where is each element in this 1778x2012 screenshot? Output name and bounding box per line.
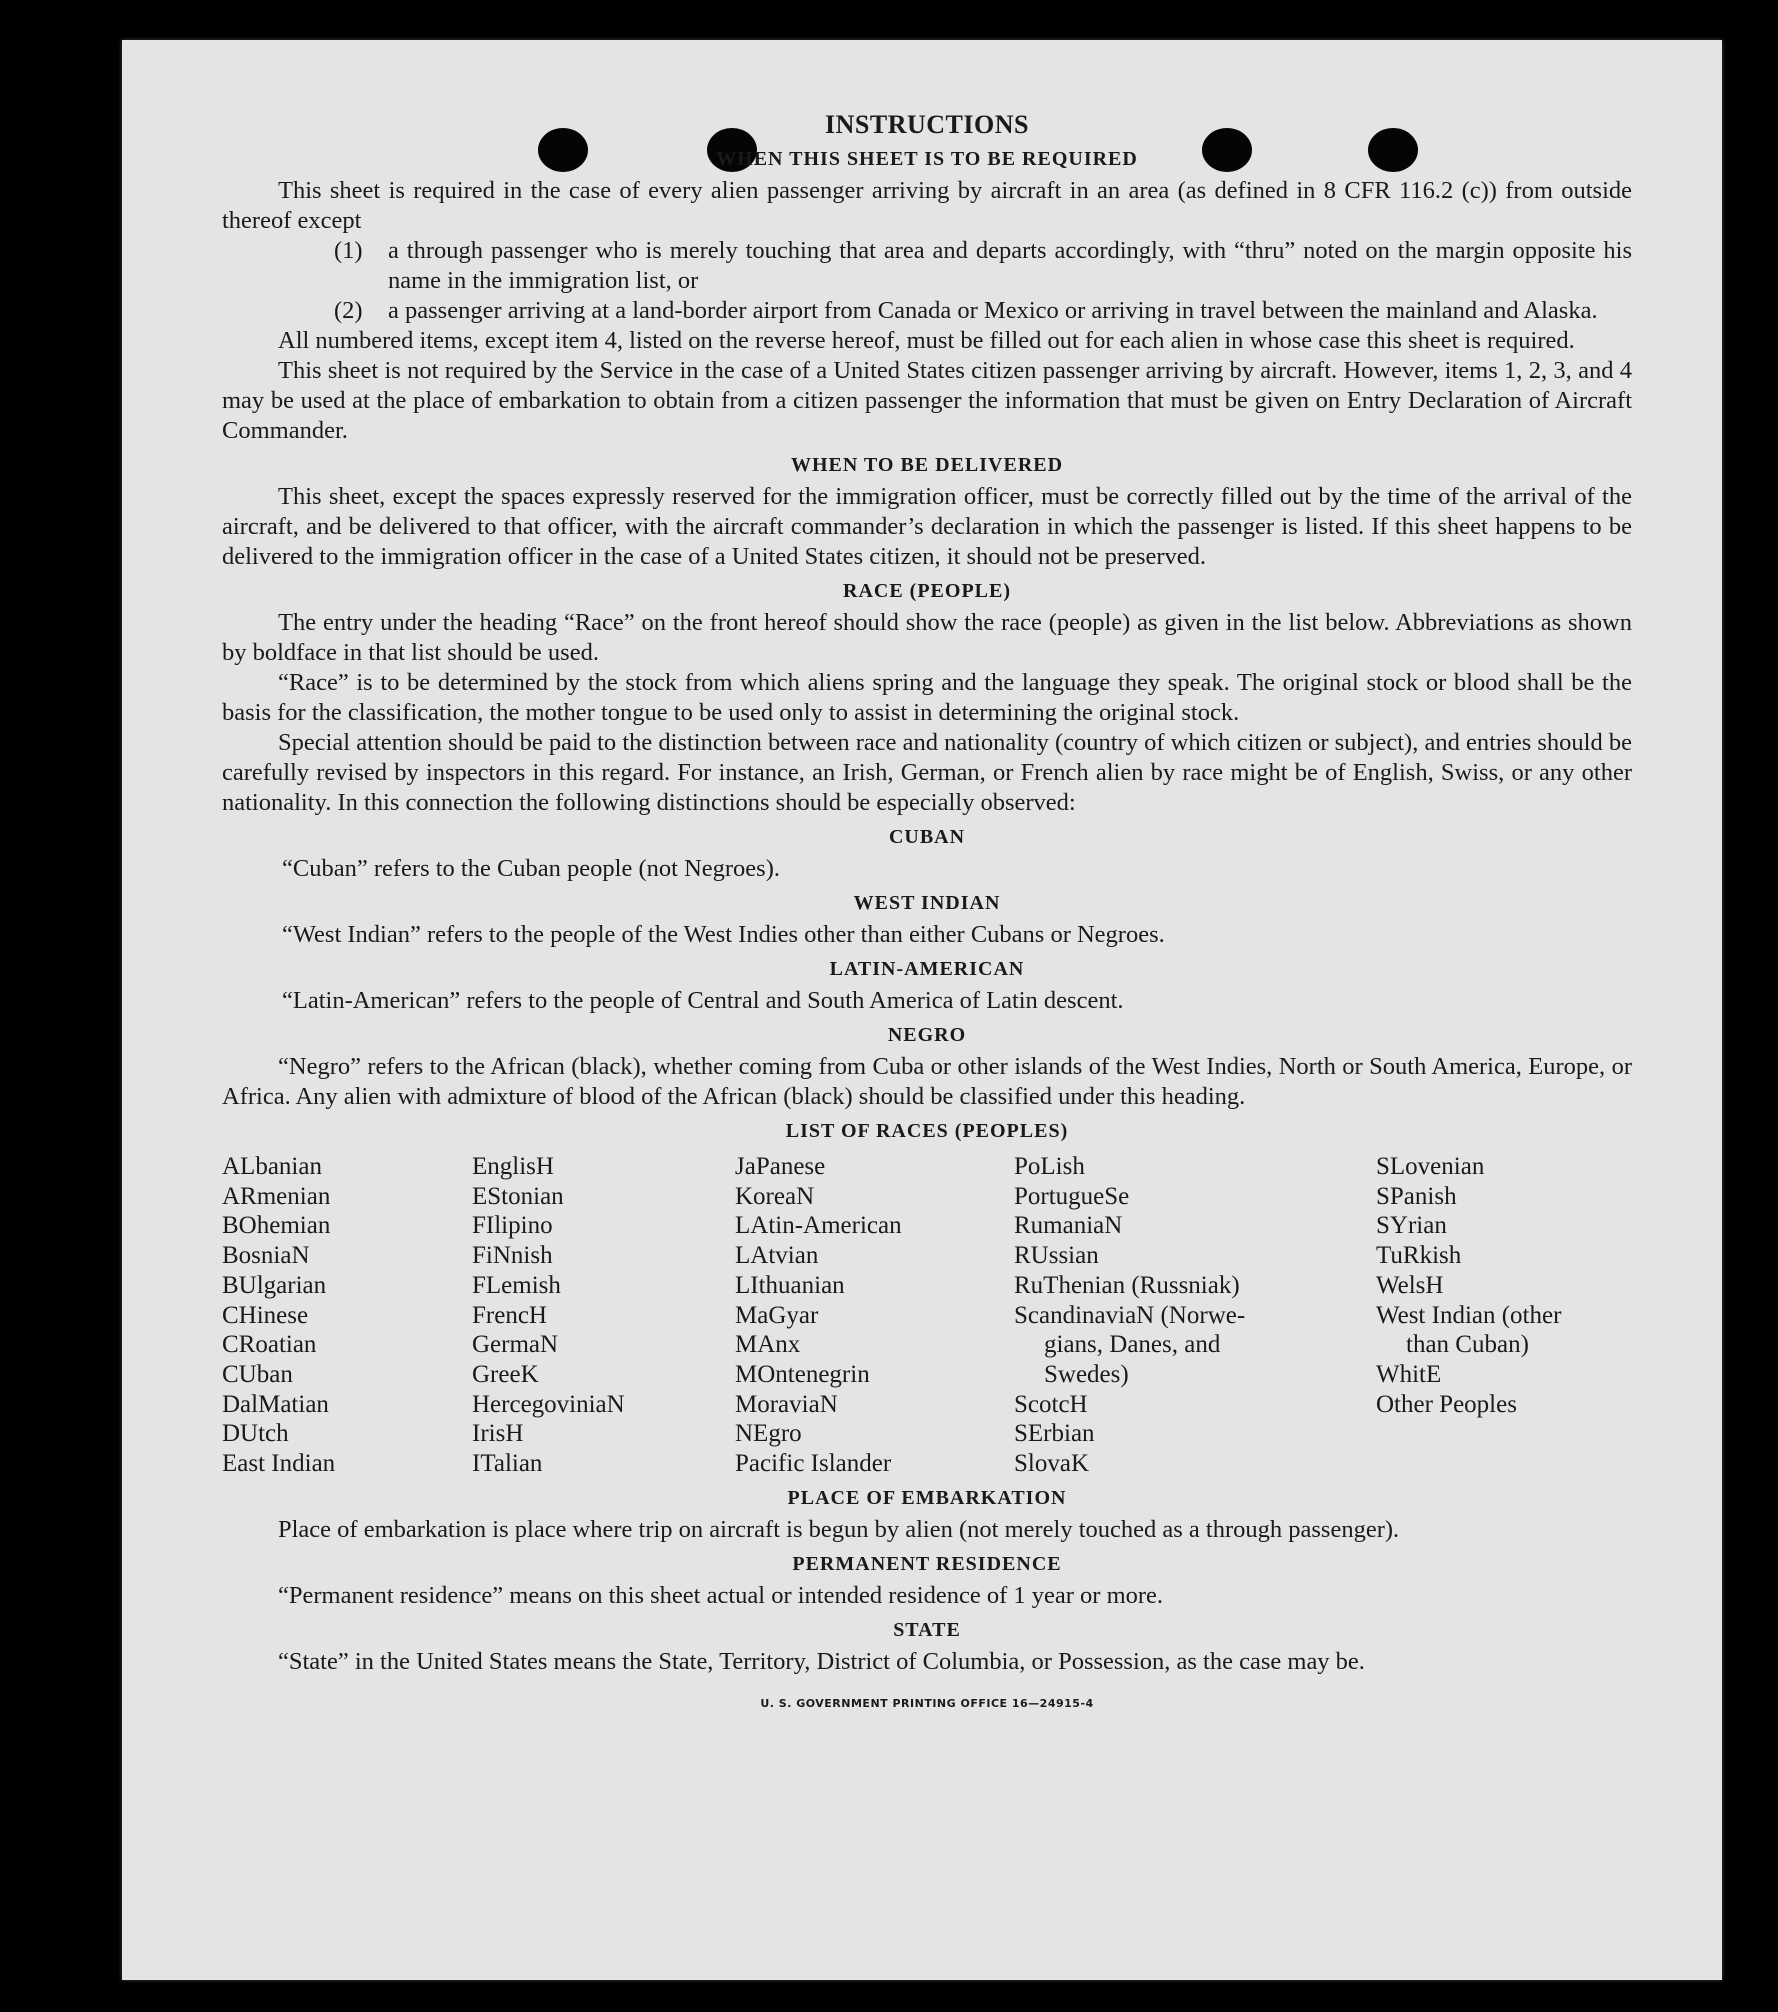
paragraph: “Latin-American” refers to the people of Central and South America of Latin descent. xyxy=(282,987,1124,1014)
item-text: a passenger arriving at a land-border airport from Canada or Mexico or arriving in travel between the mainland and Alaska. xyxy=(388,297,1598,324)
race-entry: SErbian xyxy=(1014,1420,1095,1448)
race-entry: PoLish xyxy=(1014,1153,1085,1180)
section-heading: RACE (PEOPLE) xyxy=(843,580,1011,602)
paragraph: “West Indian” refers to the people of the West Indies other than either Cubans or Negroes. xyxy=(282,921,1165,948)
race-entry: Pacific Islander xyxy=(735,1450,892,1478)
race-entry: MaGyar xyxy=(735,1301,819,1329)
paragraph: The entry under the heading “Race” on the front hereof should show the race (people) as given in the list below. Abbreviations as shown by boldface in that list should be used. xyxy=(222,609,1632,666)
race-list xyxy=(222,1152,1632,1479)
race-entry: WhitE xyxy=(1376,1360,1442,1388)
race-entry: SPanish xyxy=(1376,1182,1457,1210)
race-column xyxy=(1376,1152,1626,1479)
race-entry: FIlipino xyxy=(472,1212,553,1240)
list-item xyxy=(334,236,1632,296)
race-entry: JaPanese xyxy=(735,1153,826,1180)
race-entry: West Indian (other xyxy=(1376,1301,1562,1329)
race-entry: ALbanian xyxy=(222,1153,322,1180)
race-entry: MOntenegrin xyxy=(735,1360,870,1388)
race-entry: FrencH xyxy=(472,1301,547,1329)
race-entry: ScandinaviaN (Norwe- xyxy=(1014,1301,1246,1329)
race-column xyxy=(472,1152,735,1479)
section-heading: STATE xyxy=(893,1618,961,1641)
race-entry: DUtch xyxy=(222,1420,289,1448)
race-entry: DalMatian xyxy=(222,1390,329,1418)
section-heading: LATIN-AMERICAN xyxy=(829,958,1025,980)
race-entry: HercegoviniaN xyxy=(472,1390,625,1418)
paragraph: Special attention should be paid to the distinction between race and nationality (country of which citizen or subject), and entries should be carefully revised by inspectors in this regard. For instance, an Irish, German, or French alien by race might be of English, Swiss, or any other nationality. In this connection the following distinctions should be especially observed: xyxy=(222,729,1632,816)
race-entry: FLemish xyxy=(472,1271,561,1299)
race-entry: CRoatian xyxy=(222,1331,317,1359)
paragraph: “Cuban” refers to the Cuban people (not Negroes). xyxy=(282,855,780,882)
paragraph: Place of embarkation is place where trip on aircraft is begun by alien (not merely touched as a through passenger). xyxy=(278,1515,1400,1543)
race-column xyxy=(222,1152,472,1479)
race-entry: BOhemian xyxy=(222,1212,331,1240)
race-entry: ScotcH xyxy=(1014,1390,1088,1418)
section-heading: WHEN TO BE DELIVERED xyxy=(790,454,1064,476)
paragraph: “Permanent residence” means on this sheet actual or intended residence of 1 year or more. xyxy=(278,1581,1164,1609)
race-entry: CUban xyxy=(222,1360,293,1388)
race-entry: ITalian xyxy=(472,1450,543,1478)
section-heading: LIST OF RACES (PEOPLES) xyxy=(785,1120,1069,1142)
race-entry: LAtin-American xyxy=(735,1212,902,1240)
paragraph: This sheet is not required by the Service in the case of a United States citizen passenger arriving by aircraft. However, items 1, 2, 3, and 4 may be used at the place of embarkation to obtain from a citizen passenger the information that must be given on Entry Declaration of Aircraft Commander. xyxy=(222,357,1632,444)
race-entry: East Indian xyxy=(222,1450,336,1478)
item-number: (1) xyxy=(334,237,363,264)
section-heading: WHEN THIS SHEET IS TO BE REQUIRED xyxy=(716,148,1138,170)
page-title: INSTRUCTIONS xyxy=(825,110,1029,139)
race-entry: BosniaN xyxy=(222,1242,310,1270)
section-heading: CUBAN xyxy=(888,826,966,848)
race-entry: MAnx xyxy=(735,1331,801,1359)
race-entry: LIthuanian xyxy=(735,1271,845,1299)
paragraph: This sheet, except the spaces expressly reserved for the immigration officer, must be correctly filled out by the time of the arrival of the aircraft, and be delivered to that officer, with the aircraft commander’s declaration in which the passenger is listed. If this sheet happens to be delivered to the immigration officer in the case of a United States citizen, it should not be preserved. xyxy=(222,483,1632,570)
race-entry: CHinese xyxy=(222,1301,309,1329)
printer-footer: U. S. GOVERNMENT PRINTING OFFICE 16—24915-4 xyxy=(760,1696,1094,1710)
race-entry: than Cuban) xyxy=(1406,1331,1529,1359)
paragraph: This sheet is required in the case of every alien passenger arriving by aircraft in an area (as defined in 8 CFR 116.2 (c)) from outside thereof except xyxy=(222,177,1632,234)
race-entry: RuThenian (Russniak) xyxy=(1014,1271,1240,1299)
item-text: a through passenger who is merely touching that area and departs accordingly, with “thru” noted on the margin opposite his name in the immigration list, or xyxy=(388,237,1632,294)
race-entry: MoraviaN xyxy=(735,1390,838,1418)
race-entry: NEgro xyxy=(735,1420,802,1448)
race-entry: WelsH xyxy=(1376,1271,1444,1299)
section-heading: NEGRO xyxy=(887,1024,967,1046)
race-entry: RUssian xyxy=(1014,1242,1099,1270)
race-entry: EStonian xyxy=(472,1182,564,1210)
race-entry: KoreaN xyxy=(735,1182,815,1210)
paragraph: “State” in the United States means the State, Territory, District of Columbia, or Possession, as the case may be. xyxy=(278,1647,1365,1675)
race-entry: Swedes) xyxy=(1044,1360,1129,1388)
race-entry: IrisH xyxy=(472,1420,524,1448)
race-entry: LAtvian xyxy=(735,1242,819,1270)
paragraph: All numbered items, except item 4, listed on the reverse hereof, must be filled out for each alien in whose case this sheet is required. xyxy=(278,327,1575,354)
race-entry: SYrian xyxy=(1376,1212,1447,1240)
section-heading: PERMANENT RESIDENCE xyxy=(792,1552,1062,1575)
race-entry: FiNnish xyxy=(472,1242,553,1270)
race-entry: GermaN xyxy=(472,1331,559,1359)
paragraph: “Negro” refers to the African (black), whether coming from Cuba or other islands of the West Indies, North or South America, Europe, or Africa. Any alien with admixture of blood of the African (black) should be classified under this heading. xyxy=(222,1053,1632,1110)
race-entry: EnglisH xyxy=(472,1153,554,1180)
list-item xyxy=(334,296,1632,326)
paragraph: “Race” is to be determined by the stock from which aliens spring and the language they speak. The original stock or blood shall be the basis for the classification, the mother tongue to be used only to assist in determining the original stock. xyxy=(222,669,1632,726)
document-body xyxy=(222,110,1632,1719)
race-entry: PortugueSe xyxy=(1014,1182,1130,1210)
race-entry: GreeK xyxy=(472,1360,539,1388)
race-entry: SLovenian xyxy=(1376,1153,1485,1180)
race-entry: RumaniaN xyxy=(1014,1212,1123,1240)
race-entry: Other Peoples xyxy=(1376,1390,1517,1418)
race-column xyxy=(1014,1152,1376,1479)
race-entry: SlovaK xyxy=(1014,1450,1089,1478)
race-entry: BUlgarian xyxy=(222,1271,327,1299)
section-heading: PLACE OF EMBARKATION xyxy=(787,1486,1067,1509)
section-heading: WEST INDIAN xyxy=(853,892,1001,914)
race-entry: ARmenian xyxy=(222,1182,331,1210)
race-entry: TuRkish xyxy=(1376,1242,1462,1270)
race-column xyxy=(735,1152,1014,1479)
race-entry: gians, Danes, and xyxy=(1044,1331,1221,1359)
item-number: (2) xyxy=(334,297,363,324)
